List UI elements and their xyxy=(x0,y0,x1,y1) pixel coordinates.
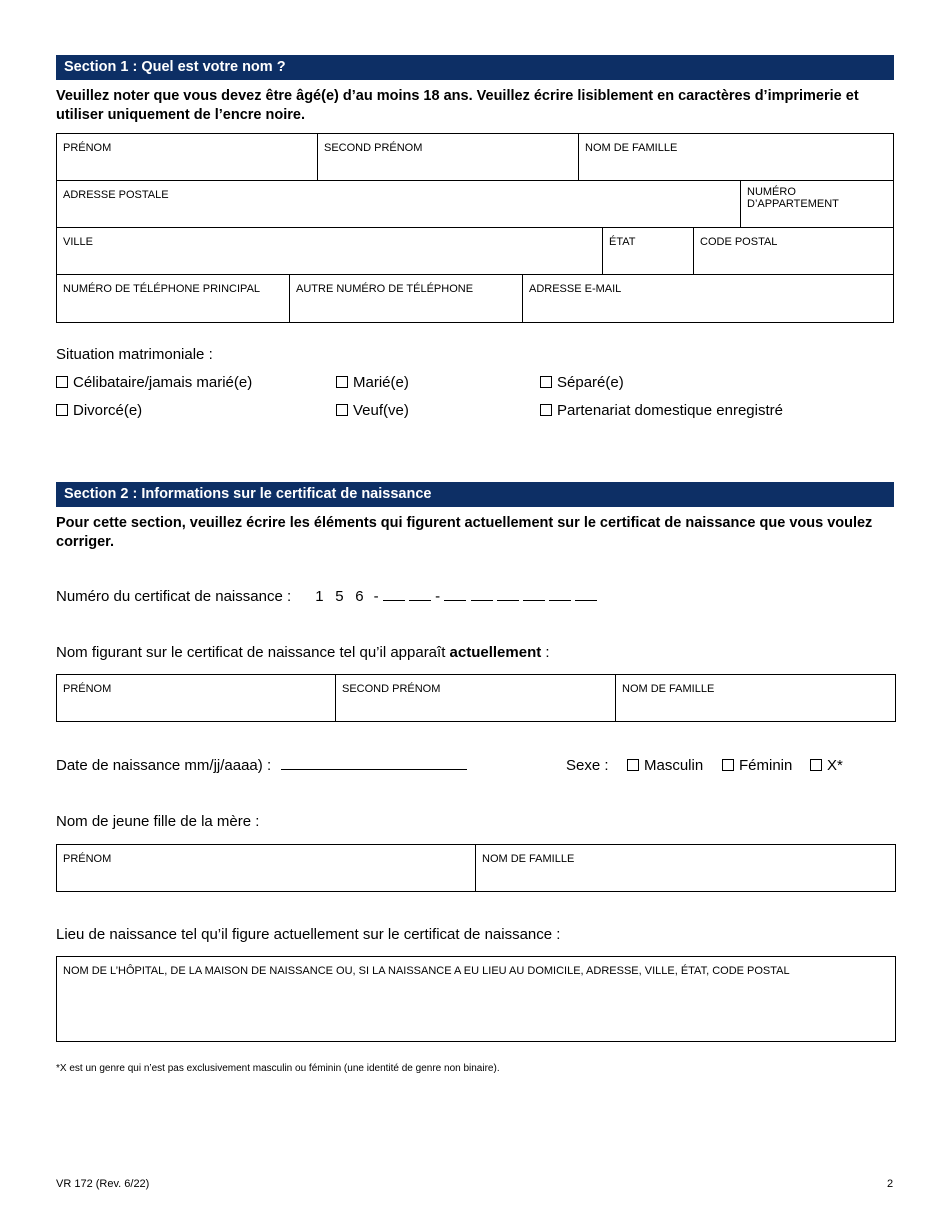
dob-label: Date de naissance mm/jj/aaaa) : xyxy=(56,757,272,774)
marital-domestic-partner-checkbox[interactable]: Partenariat domestique enregistré xyxy=(540,402,783,420)
alt-phone-field[interactable]: AUTRE NUMÉRO DE TÉLÉPHONE xyxy=(289,274,522,322)
checkbox-icon xyxy=(56,376,68,388)
checkbox-icon xyxy=(627,759,639,771)
checkbox-icon xyxy=(56,404,68,416)
city-field[interactable]: VILLE xyxy=(56,227,602,274)
birthplace-field[interactable]: NOM DE L’HÔPITAL, DE LA MAISON DE NAISSANCE OU, SI LA NAISSANCE A EU LIEU AU DOMICILE, ADRESSE, VILLE, ÉTAT, CODE POSTAL xyxy=(56,956,895,1041)
dob-row xyxy=(56,757,467,775)
cert-first-name-field[interactable]: PRÉNOM xyxy=(56,674,335,721)
mailing-address-field[interactable]: ADRESSE POSTALE xyxy=(56,180,740,227)
primary-phone-field[interactable]: NUMÉRO DE TÉLÉPHONE PRINCIPAL xyxy=(56,274,289,322)
birthplace-label: Lieu de naissance tel qu’il figure actuellement sur le certificat de naissance : xyxy=(56,926,561,943)
mother-maiden-label: Nom de jeune fille de la mère : xyxy=(56,813,260,830)
checkbox-icon xyxy=(336,376,348,388)
last-name-field[interactable]: NOM DE FAMILLE xyxy=(578,133,893,180)
state-field[interactable]: ÉTAT xyxy=(602,227,693,274)
checkbox-icon xyxy=(722,759,734,771)
birthplace-grid xyxy=(56,956,896,1042)
cert-number-part-1[interactable] xyxy=(383,588,431,605)
checkbox-icon xyxy=(540,376,552,388)
cert-number-part-2[interactable] xyxy=(444,588,597,605)
checkbox-icon xyxy=(810,759,822,771)
email-field[interactable]: ADRESSE E-MAIL xyxy=(522,274,893,322)
marital-widowed-checkbox[interactable]: Veuf(ve) xyxy=(336,402,409,420)
apartment-number-field[interactable]: NUMÉRO D’APPARTEMENT xyxy=(740,180,893,227)
cert-prefix-digit: 6 xyxy=(355,588,364,605)
form-id: VR 172 (Rev. 6/22) xyxy=(56,1178,150,1190)
cert-number-row: Numéro du certificat de naissance : 1 5 6 - - xyxy=(56,588,597,606)
cert-name-grid xyxy=(56,674,896,722)
section-2-header: Section 2 : Informations sur le certificat de naissance xyxy=(56,482,894,507)
cert-prefix-digit: 5 xyxy=(335,588,344,605)
checkbox-icon xyxy=(336,404,348,416)
cert-last-name-field[interactable]: NOM DE FAMILLE xyxy=(615,674,895,721)
current-name-label: Nom figurant sur le certificat de naissance tel qu’il apparaît actuellement : xyxy=(56,644,550,661)
sex-female-checkbox[interactable]: Féminin xyxy=(722,757,792,775)
marital-separated-checkbox[interactable]: Séparé(e) xyxy=(540,374,624,392)
zip-code-field[interactable]: CODE POSTAL xyxy=(693,227,893,274)
cert-number-label: Numéro du certificat de naissance : xyxy=(56,588,292,605)
mother-first-name-field[interactable]: PRÉNOM xyxy=(56,844,475,891)
page-number: 2 xyxy=(887,1178,894,1190)
marital-single-checkbox[interactable]: Célibataire/jamais marié(e) xyxy=(56,374,252,392)
marital-married-checkbox[interactable]: Marié(e) xyxy=(336,374,409,392)
marital-divorced-checkbox[interactable]: Divorcé(e) xyxy=(56,402,142,420)
cert-middle-name-field[interactable]: SECOND PRÉNOM xyxy=(335,674,615,721)
middle-name-field[interactable]: SECOND PRÉNOM xyxy=(317,133,578,180)
sex-x-checkbox[interactable]: X* xyxy=(810,757,843,775)
gender-footnote: *X est un genre qui n’est pas exclusivement masculin ou féminin (une identité de genre non binaire). xyxy=(56,1063,500,1074)
first-name-field[interactable]: PRÉNOM xyxy=(56,133,317,180)
dob-input[interactable] xyxy=(281,757,467,770)
checkbox-icon xyxy=(540,404,552,416)
sex-label: Sexe : xyxy=(566,757,609,774)
sex-male-checkbox[interactable]: Masculin xyxy=(627,757,703,775)
section-2-note: Pour cette section, veuillez écrire les éléments qui figurent actuellement sur le certificat de naissance que vous voulez corriger. xyxy=(56,515,873,550)
section-1-header: Section 1 : Quel est votre nom ? xyxy=(56,55,894,80)
mother-last-name-field[interactable]: NOM DE FAMILLE xyxy=(475,844,895,891)
section-1-note: Veuillez noter que vous devez être âgé(e) d’au moins 18 ans. Veuillez écrire lisiblement en caractères d’imprimerie et utiliser uniquement de l’encre noire. xyxy=(56,88,859,123)
cert-prefix-digit: 1 xyxy=(315,588,324,605)
applicant-info-grid xyxy=(56,133,894,323)
mother-name-grid xyxy=(56,844,896,892)
marital-status-label: Situation matrimoniale : xyxy=(56,346,213,363)
